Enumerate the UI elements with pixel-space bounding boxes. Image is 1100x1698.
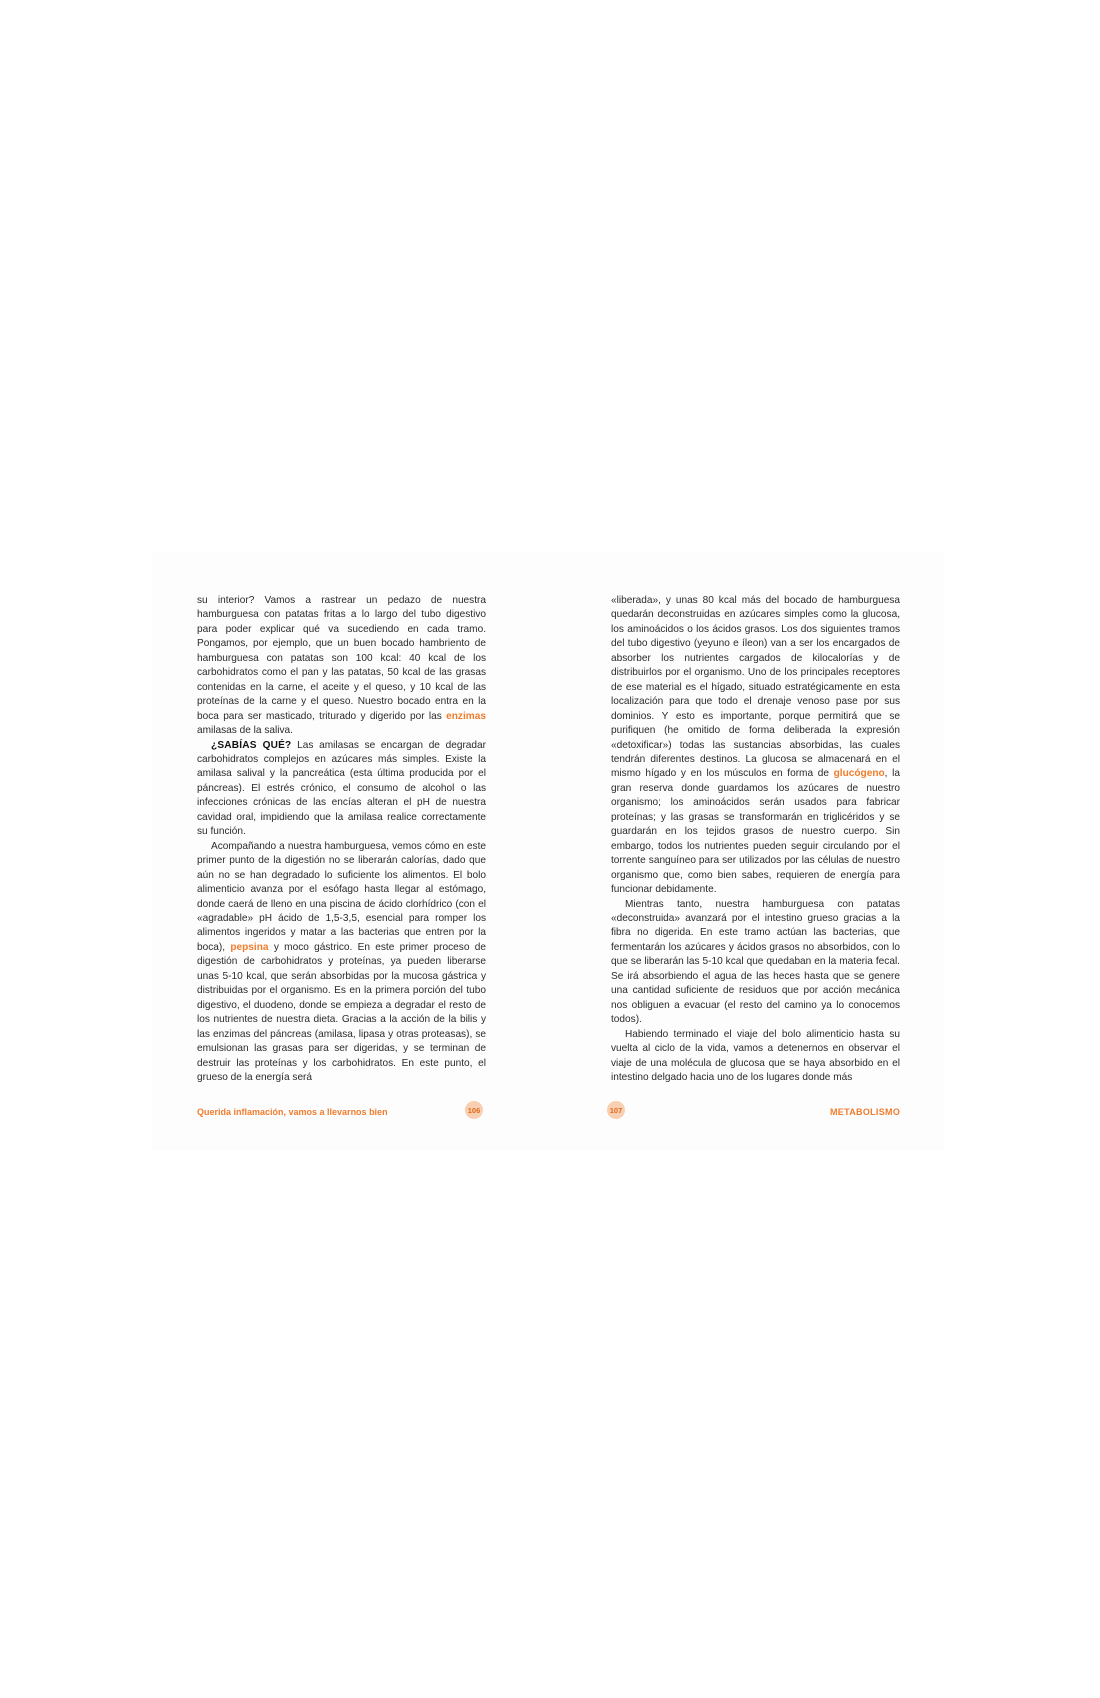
paragraph (197, 840, 486, 1086)
paragraph (197, 594, 486, 739)
did-you-know-paragraph (197, 739, 486, 840)
paragraph (611, 594, 900, 898)
text-span: su interior? Vamos a rastrear un pedazo de nuestra hamburguesa con patatas fritas a lo largo del tubo digestivo para poder explicar qué va sucediendo en cada tramo. Pongamos, por ejemplo, que un buen bocado hambriento de hamburguesa con patatas son 100 kcal: 40 kcal de los carbohidratos como el pan y las patatas, 50 kcal de las grasas contenidas en la carne, el aceite y el queso, y 10 kcal de las proteínas de la carne y el queso. Nuestro bocado entra en la boca para ser masticado, triturado y digerido por las (197, 595, 486, 722)
page-number-badge: 107 (607, 1101, 625, 1119)
left-page-body (197, 594, 486, 1085)
text-span: , la gran reserva donde guardamos los azúcares de nuestro organismo; los aminoácidos serán usados para fabricar proteínas; y las grasas se transformarán en triglicéridos y se guardarán en los tejidos grasos de nuestro cuerpo. Sin embargo, todos los nutrientes pueden seguir circulando por el torrente sanguíneo para ser utilizados por las células de nuestro organismo que, como bien sabes, requieren de energía para funcionar debidamente. (611, 768, 900, 896)
text-span: «liberada», y unas 80 kcal más del bocado de hamburguesa quedarán deconstruidas en azúcares simples como la glucosa, los aminoácidos o los ácidos grasos. Los dos siguientes tramos del tubo digestivo (yeyuno e íleon) van a ser los encargados de absorber los nutrientes cargados de kilocalorías y de distribuirlos por el organismo. Uno de los principales receptores de ese material es el hígado, situado estratégicamente en esta localización para que todo el drenaje venoso pase por sus dominios. Y esto es importante, porque permitirá que se purifiquen (he omitido de forma deliberada la expresión «detoxificar») todas las sustancias absorbidas, las cuales tendrán diferentes destinos. La glucosa se almacenará en el mismo hígado y en los músculos en forma de (611, 595, 900, 780)
paragraph (611, 1028, 900, 1086)
highlighted-term: enzimas (446, 710, 486, 722)
running-footer-book-title: Querida inflamación, vamos a llevarnos bien (197, 1107, 388, 1117)
running-footer-chapter-title: METABOLISMO (830, 1107, 901, 1117)
text-span: Habiendo terminado el viaje del bolo alimenticio hasta su vuelta al ciclo de la vida, vamos a detenernos en observar el viaje de una molécula de glucosa que se haya absorbido en el intestino delgado hacia uno de los lugares donde más (611, 1028, 900, 1083)
text-span: Mientras tanto, nuestra hamburguesa con patatas «deconstruida» avanzará por el intestino grueso gracias a la fibra no digerida. En este tramo actúan las bacterias, que fermentarán los azúcares y ácidos grasos no absorbidos, con lo que se liberarán las 5-10 kcal que quedaban en la materia fecal. Se irá absorbiendo el agua de las heces hasta que se genere una cantidad suficiente de residuos que por acción mecánica nos obliguen a evacuar (el resto del camino ya lo conocemos todos). (611, 898, 900, 1026)
text-span: Acompañando a nuestra hamburguesa, vemos cómo en este primer punto de la digestión no se liberarán calorías, dado que aún no se han degradado lo suficiente los alimentos. El bolo alimenticio avanza por el esófago hasta llegar al estómago, donde caerá de lleno en una piscina de ácido clorhídrico (con el «agradable» pH ácido de 1,5-3,5, esencial para romper los alimentos ingeridos y matar a las bacterias que entren por la boca), (197, 840, 486, 953)
text-span: y moco gástrico. En este primer proceso de digestión de carbohidratos y proteínas, ya pueden liberarse unas 5-10 kcal, que serán absorbidas por la mucosa gástrica y distribuidas por el organismo. Es en la primera porción del tubo digestivo, el duodeno, donde se empieza a degradar el resto de los nutrientes de nuestra dieta. Gracias a la acción de la bilis y las enzimas del páncreas (amilasa, lipasa y otras proteasas), se emulsionan las grasas para ser digeridas, y se terminan de destruir las proteínas y los carbohidratos. En este punto, el grueso de la energía será (197, 941, 486, 1083)
highlighted-term: glucógeno (833, 768, 885, 780)
text-span: amilasas de la saliva. (197, 725, 293, 737)
paragraph (611, 898, 900, 1028)
text-span: Las amilasas se encargan de degradar carbohidratos complejos en azúcares más simples. Existe la amilasa salival y la pancreática (esta última producida por el páncreas). El estrés crónico, el consumo de alcohol o las infecciones crónicas de las encías alteran el pH de nuestra cavidad oral, impidiendo que la amilasa realice correctamente su función. (197, 739, 487, 838)
highlighted-term: pepsina (230, 941, 269, 953)
right-page-body (611, 594, 900, 1085)
did-you-know-label: ¿SABÍAS QUÉ? (211, 739, 292, 751)
page-number-badge: 106 (465, 1101, 483, 1119)
